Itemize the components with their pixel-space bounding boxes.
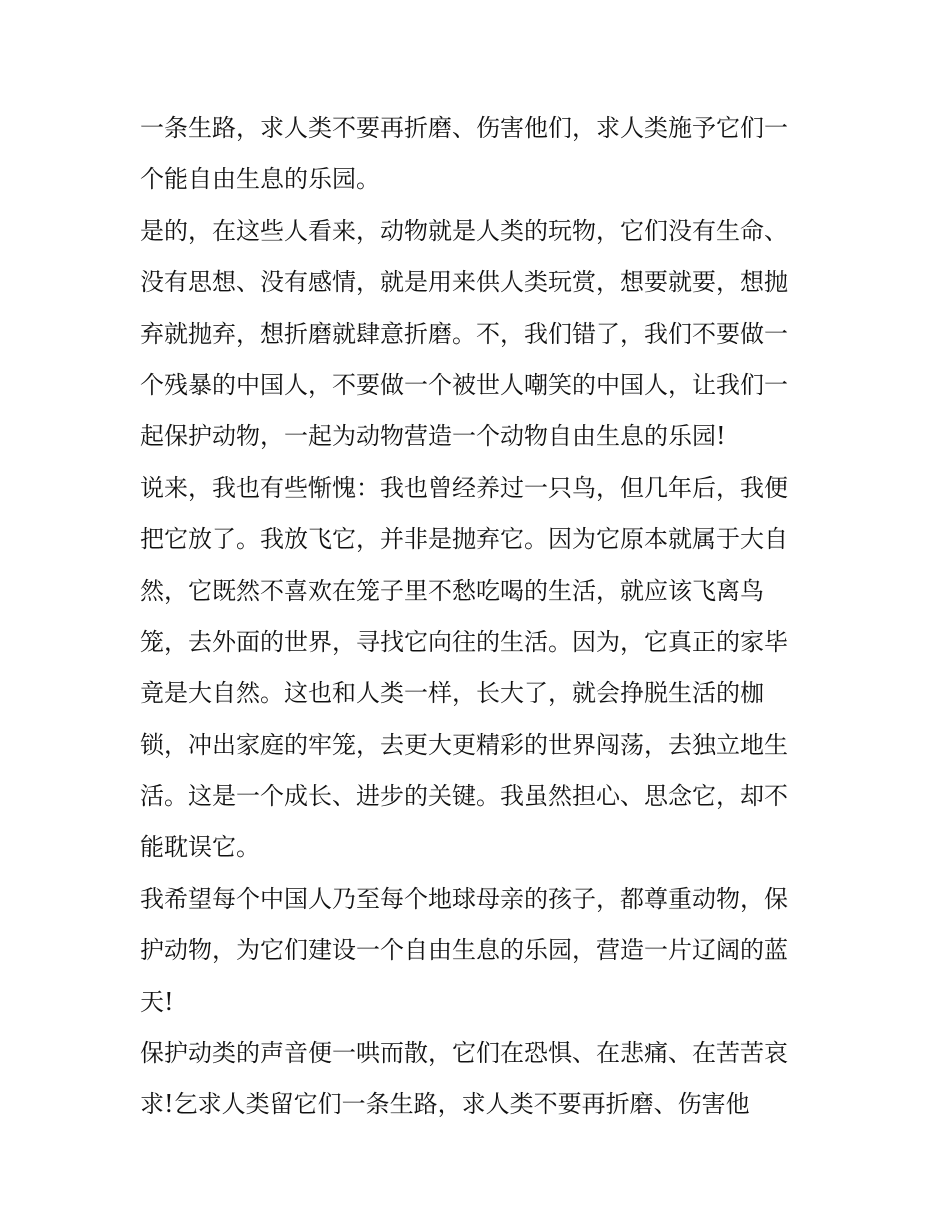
text-line: 起保护动物，一起为动物营造一个动物自由生息的乐园! <box>140 422 726 451</box>
paragraph <box>140 874 820 1028</box>
text-line: 活。这是一个成长、进步的关键。我虽然担心、思念它，却不 <box>140 782 788 811</box>
paragraph <box>140 206 820 463</box>
paragraph <box>140 1028 820 1131</box>
text-line: 我希望每个中国人乃至每个地球母亲的孩子，都尊重动物，保 <box>140 884 788 913</box>
text-line: 竟是大自然。这也和人类一样，长大了，就会挣脱生活的枷 <box>140 679 764 708</box>
text-line: 护动物，为它们建设一个自由生息的乐园，营造一片辽阔的蓝 <box>140 936 788 965</box>
text-line: 能耽误它。 <box>140 833 260 862</box>
text-line: 笼，去外面的世界，寻找它向往的生活。因为，它真正的家毕 <box>140 627 788 656</box>
text-line: 个能自由生息的乐园。 <box>140 165 380 194</box>
text-line: 锁，冲出家庭的牢笼，去更大更精彩的世界闯荡，去独立地生 <box>140 730 788 759</box>
document-body <box>140 103 820 1131</box>
text-line: 个残暴的中国人，不要做一个被世人嘲笑的中国人，让我们一 <box>140 370 788 399</box>
text-line: 天! <box>140 987 174 1016</box>
text-line: 没有思想、没有感情，就是用来供人类玩赏，想要就要，想抛 <box>140 268 788 297</box>
text-line: 求!乞求人类留它们一条生路，求人类不要再折磨、伤害他 <box>140 1090 750 1119</box>
text-line: 把它放了。我放飞它，并非是抛弃它。因为它原本就属于大自 <box>140 525 788 554</box>
text-line: 弃就抛弃，想折磨就肆意折磨。不，我们错了，我们不要做一 <box>140 319 788 348</box>
text-line: 然，它既然不喜欢在笼子里不愁吃喝的生活，就应该飞离鸟 <box>140 576 764 605</box>
paragraph <box>140 463 820 874</box>
paragraph <box>140 103 820 206</box>
text-line: 一条生路，求人类不要再折磨、伤害他们，求人类施予它们一 <box>140 114 788 142</box>
text-line: 保护动类的声音便一哄而散，它们在恐惧、在悲痛、在苦苦哀 <box>140 1039 788 1068</box>
text-line: 说来，我也有些惭愧：我也曾经养过一只鸟，但几年后，我便 <box>140 473 788 502</box>
text-line: 是的，在这些人看来，动物就是人类的玩物，它们没有生命、 <box>140 216 788 245</box>
